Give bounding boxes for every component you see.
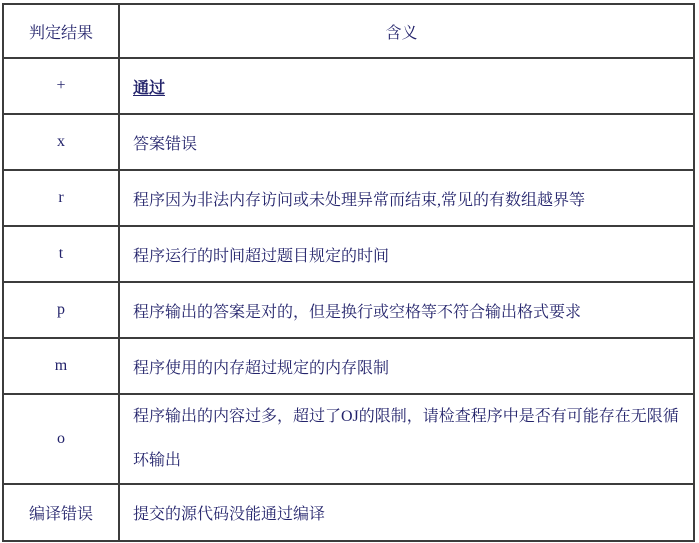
meaning-cell: 程序因为非法内存访问或未处理异常而结束,常见的有数组越界等 bbox=[119, 170, 694, 226]
meaning-cell: 程序运行的时间超过题目规定的时间 bbox=[119, 226, 694, 282]
meaning-cell: 程序输出的答案是对的，但是换行或空格等不符合输出格式要求 bbox=[119, 282, 694, 338]
table-row bbox=[3, 484, 694, 541]
result-cell: p bbox=[3, 282, 119, 338]
judge-results-table bbox=[2, 3, 695, 542]
table-row bbox=[3, 226, 694, 282]
meaning-cell: 提交的源代码没能通过编译 bbox=[119, 484, 694, 541]
table-row bbox=[3, 394, 694, 484]
meaning-cell: 程序使用的内存超过规定的内存限制 bbox=[119, 338, 694, 394]
result-cell: r bbox=[3, 170, 119, 226]
result-cell: t bbox=[3, 226, 119, 282]
passed-label: 通过 bbox=[133, 79, 166, 97]
table-row bbox=[3, 170, 694, 226]
result-cell: x bbox=[3, 114, 119, 170]
meaning-cell: 答案错误 bbox=[119, 114, 694, 170]
table-row bbox=[3, 58, 694, 114]
meaning-cell bbox=[119, 58, 694, 114]
table-row bbox=[3, 338, 694, 394]
result-cell: o bbox=[3, 394, 119, 484]
table-row bbox=[3, 282, 694, 338]
table-header-row bbox=[3, 4, 694, 58]
table-row bbox=[3, 114, 694, 170]
result-cell: + bbox=[3, 58, 119, 114]
result-cell: 编译错误 bbox=[3, 484, 119, 541]
header-result: 判定结果 bbox=[3, 4, 119, 58]
result-cell: m bbox=[3, 338, 119, 394]
header-meaning: 含义 bbox=[119, 4, 694, 58]
meaning-cell: 程序输出的内容过多，超过了OJ的限制，请检查程序中是否有可能存在无限循环输出 bbox=[119, 394, 694, 484]
